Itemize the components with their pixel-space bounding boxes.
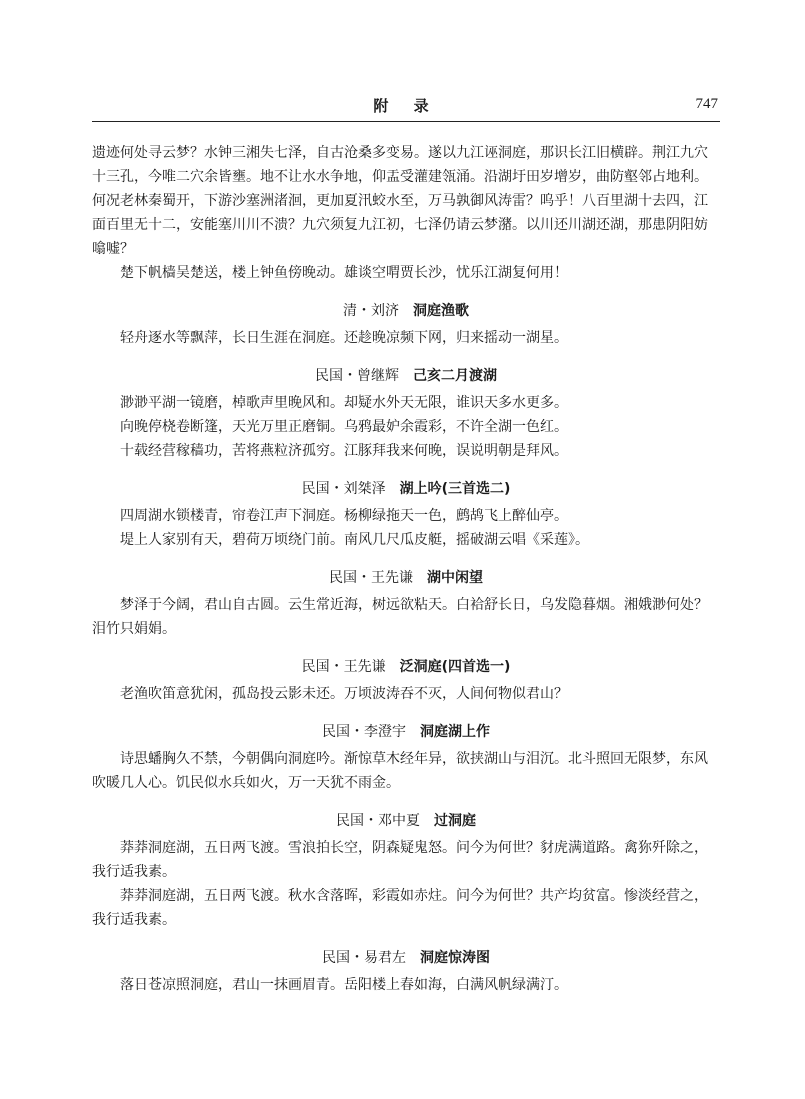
text-line: 泪竹只娟娟。 <box>92 621 176 637</box>
poem-stanza <box>92 326 720 350</box>
text-line: 我行适我素。 <box>92 864 176 880</box>
poem-heading <box>92 655 720 679</box>
running-header <box>92 95 720 122</box>
poem-author: 民国・易君左 <box>322 950 406 966</box>
poem-title: 湖上吟(三首选二) <box>399 481 511 497</box>
poem-title: 湖中闲望 <box>427 570 483 586</box>
text-line: 四周湖水锁楼青，帘卷江声下洞庭。杨柳绿拖天一色，鹧鸪飞上醉仙亭。 <box>120 508 568 524</box>
poem-stanza <box>92 747 720 771</box>
poem-author: 清・刘济 <box>343 303 399 319</box>
section-title: 附 录 <box>373 97 439 115</box>
poem-heading <box>92 299 720 323</box>
poem-entry <box>92 809 720 932</box>
poem-entry <box>92 299 720 350</box>
text-line: 莽莽洞庭湖，五日两飞渡。雪浪拍长空，阴森疑鬼怒。问今为何世？豺虎满道路。禽狝歼除之， <box>120 840 708 856</box>
poem-author: 民国・王先谦 <box>301 659 386 675</box>
poem-stanza <box>92 528 720 552</box>
poem-stanza-continued <box>92 617 720 641</box>
poem-entry <box>92 655 720 706</box>
text-line: 堤上人家别有天，碧荷万顷绕门前。南风几尺瓜皮艇，摇破湖云唱《采莲》。 <box>120 532 589 548</box>
poem-stanza <box>92 682 720 706</box>
intro-poem-body <box>92 141 720 261</box>
poem-stanza <box>92 415 720 439</box>
poem-stanza-continued <box>92 860 720 884</box>
text-line: 轻舟逐水等飘萍，长日生涯在洞庭。还趁晚凉频下网，归来摇动一湖星。 <box>120 330 568 346</box>
poem-stanza-continued <box>92 908 720 932</box>
poem-heading <box>92 477 720 501</box>
text-line: 渺渺平湖一镜磨，棹歌声里晚风和。却疑水外天无限，谁识天多水更多。 <box>120 395 568 411</box>
poem-author: 民国・曾继辉 <box>315 368 399 384</box>
text-line: 老渔吹笛意犹闲，孤岛投云影未还。万顷波涛吞不灭，人间何物似君山？ <box>120 686 568 702</box>
poem-title: 洞庭惊涛图 <box>420 950 490 966</box>
poem-author: 民国・邓中夏 <box>336 813 420 829</box>
text-line: 向晚停桡卷断篷，天光万里正磨铜。乌鸦最妒余霞彩，不许全湖一色红。 <box>120 419 568 435</box>
intro-closing-line: 楚下帆樯吴楚送，楼上钟鱼傍晚动。雄谈空喟贾长沙，忧乐江湖复何用！ <box>120 265 568 281</box>
poem-stanza-continued <box>92 771 720 795</box>
text-line: 十三孔，今唯二穴余皆壅。地不让水水争地，仰盂受灌建瓴涌。沿湖圩田岁增岁，曲防壑邻占地利。 <box>92 169 708 185</box>
poem-stanza <box>92 973 720 997</box>
book-page <box>92 0 720 1099</box>
text-line: 落日苍凉照洞庭，君山一抹画眉青。岳阳楼上春如海，白满风帆绿满汀。 <box>120 977 568 993</box>
poem-stanza <box>92 884 720 908</box>
poem-entry <box>92 720 720 795</box>
poem-entry <box>92 566 720 641</box>
poem-heading <box>92 566 720 590</box>
poem-heading <box>92 809 720 833</box>
text-line: 面百里无十二，安能塞川川不溃？九穴须复九江初，七泽仍请云梦潴。以川还川湖还湖，那患阴阳妨 <box>92 217 708 233</box>
text-line: 莽莽洞庭湖，五日两飞渡。秋水含落晖，彩霞如赤炷。问今为何世？共产均贫富。惨淡经营之， <box>120 888 708 904</box>
text-line: 我行适我素。 <box>92 912 176 928</box>
poem-heading <box>92 946 720 970</box>
page-number: 747 <box>695 96 718 112</box>
poem-heading <box>92 364 720 388</box>
poem-title: 洞庭渔歌 <box>413 303 469 319</box>
poem-title: 己亥二月渡湖 <box>413 368 497 384</box>
poem-heading <box>92 720 720 744</box>
text-line: 吹暖几人心。饥民似水兵如火，万一天犹不雨金。 <box>92 775 400 791</box>
poem-author: 民国・王先谦 <box>329 570 413 586</box>
poem-stanza <box>92 439 720 463</box>
text-line: 噏嘘？ <box>92 241 134 257</box>
text-line: 诗思蟠胸久不禁，今朝偶向洞庭吟。渐惊草木经年异，欲挟湖山与泪沉。北斗照回无限梦，东风 <box>120 751 708 767</box>
poem-stanza <box>92 593 720 617</box>
poem-entry <box>92 946 720 997</box>
poem-author: 民国・李澄宇 <box>322 724 406 740</box>
text-line: 梦泽于今阔，君山自古圆。云生常近海，树远欲粘天。白袷舒长日，乌发隐暮烟。湘娥渺何处？ <box>120 597 708 613</box>
text-line: 何况老林秦蜀开，下游沙塞洲渚洄，更加夏汛蛟水至，万马孰御风涛雷？呜乎！八百里湖十去四，江 <box>92 193 708 209</box>
poem-stanza <box>92 836 720 860</box>
text-line: 十载经营稼穑功，苦将燕粒济孤穷。江豚拜我来何晚，误说明朝是拜风。 <box>120 443 568 459</box>
poem-title: 泛洞庭(四首选一) <box>399 659 511 675</box>
poem-stanza <box>92 504 720 528</box>
poem-title: 洞庭湖上作 <box>420 724 490 740</box>
poem-entry <box>92 477 720 552</box>
page-content <box>92 141 720 997</box>
text-line: 遗迹何处寻云梦？水钟三湘失七泽，自古沧桑多变易。遂以九江诬洞庭，那识长江旧横辟。荆江九穴 <box>92 145 708 161</box>
poem-author: 民国・刘桀泽 <box>301 481 386 497</box>
poem-stanza <box>92 391 720 415</box>
poem-entry <box>92 364 720 463</box>
poem-title: 过洞庭 <box>434 813 476 829</box>
